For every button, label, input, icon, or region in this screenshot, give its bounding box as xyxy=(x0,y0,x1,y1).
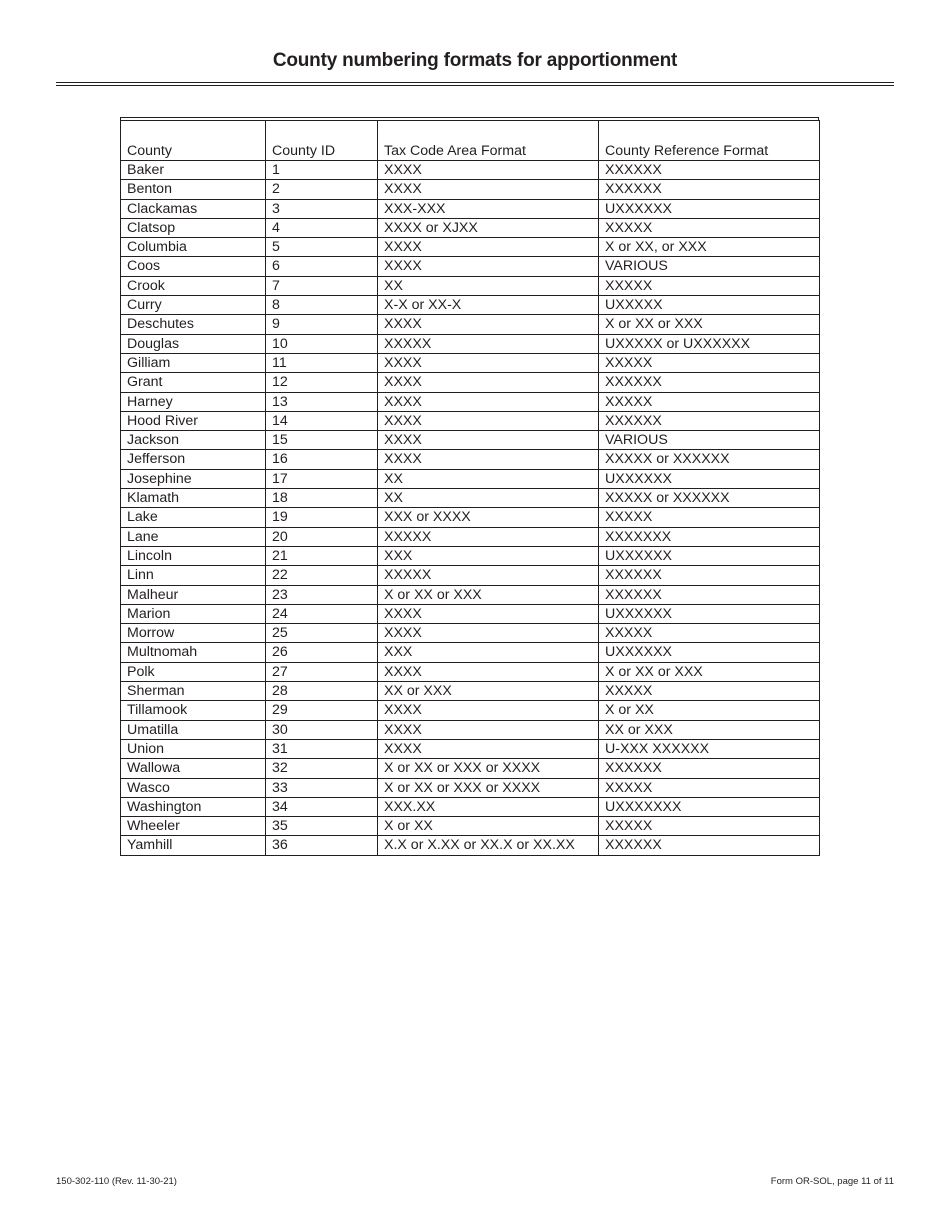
tax-code-area-format-cell: XX or XXX xyxy=(378,682,599,701)
tax-code-area-format-cell: XXXX xyxy=(378,624,599,643)
county-reference-format-cell: XXXXXX xyxy=(599,373,820,392)
county-reference-format-cell: X or XX or XXX xyxy=(599,662,820,681)
county-id-cell: 36 xyxy=(266,836,378,855)
tax-code-area-format-cell: XXXX xyxy=(378,431,599,450)
title-divider xyxy=(56,82,894,86)
county-cell: Wheeler xyxy=(121,817,266,836)
county-id-cell: 29 xyxy=(266,701,378,720)
tax-code-area-format-cell: XXXX xyxy=(378,373,599,392)
county-id-cell: 2 xyxy=(266,180,378,199)
county-cell: Curry xyxy=(121,296,266,315)
county-id-cell: 33 xyxy=(266,778,378,797)
tax-code-area-format-cell: XXXX xyxy=(378,315,599,334)
county-reference-format-cell: XXXXX or XXXXXX xyxy=(599,489,820,508)
table-row xyxy=(121,720,820,739)
table-row xyxy=(121,353,820,372)
county-cell: Crook xyxy=(121,276,266,295)
county-reference-format-cell: XXXXXX xyxy=(599,836,820,855)
county-reference-format-cell: XXXXXX xyxy=(599,566,820,585)
county-reference-format-cell: XXXXX xyxy=(599,508,820,527)
county-cell: Union xyxy=(121,739,266,758)
county-format-table xyxy=(120,120,820,856)
table-row xyxy=(121,527,820,546)
county-reference-format-cell: XXXXXX xyxy=(599,161,820,180)
table-row xyxy=(121,508,820,527)
county-reference-format-cell: UXXXXXX xyxy=(599,199,820,218)
tax-code-area-format-cell: XXXXX xyxy=(378,527,599,546)
tax-code-area-format-cell: XXX.XX xyxy=(378,797,599,816)
tax-code-area-format-cell: XXX xyxy=(378,643,599,662)
table-row xyxy=(121,797,820,816)
county-id-cell: 6 xyxy=(266,257,378,276)
county-id-cell: 21 xyxy=(266,546,378,565)
tax-code-area-format-cell: XXXX xyxy=(378,392,599,411)
table-row xyxy=(121,643,820,662)
county-reference-format-cell: XXXXXX xyxy=(599,180,820,199)
county-id-cell: 19 xyxy=(266,508,378,527)
table-row xyxy=(121,624,820,643)
county-id-cell: 27 xyxy=(266,662,378,681)
table-row xyxy=(121,778,820,797)
form-revision-footer: 150-302-110 (Rev. 11-30-21) xyxy=(56,1176,177,1187)
county-cell: Douglas xyxy=(121,334,266,353)
county-reference-format-cell: XXXXXX xyxy=(599,411,820,430)
tax-code-area-format-cell: XXXX xyxy=(378,662,599,681)
tax-code-area-format-cell: XXXX xyxy=(378,720,599,739)
county-cell: Lincoln xyxy=(121,546,266,565)
table-row xyxy=(121,817,820,836)
table-header-row xyxy=(121,121,820,161)
table-row xyxy=(121,276,820,295)
county-reference-format-cell: X or XX, or XXX xyxy=(599,238,820,257)
county-reference-format-cell: X or XX or XXX xyxy=(599,315,820,334)
tax-code-area-format-cell: XXX-XXX xyxy=(378,199,599,218)
county-cell: Lane xyxy=(121,527,266,546)
county-reference-format-cell: XXXXX xyxy=(599,682,820,701)
table-row xyxy=(121,373,820,392)
county-id-cell: 26 xyxy=(266,643,378,662)
table-row xyxy=(121,180,820,199)
table-row xyxy=(121,450,820,469)
county-id-cell: 28 xyxy=(266,682,378,701)
county-reference-format-cell: XXXXX or XXXXXX xyxy=(599,450,820,469)
county-cell: Wallowa xyxy=(121,759,266,778)
tax-code-area-format-cell: XXXX xyxy=(378,739,599,758)
table-row xyxy=(121,759,820,778)
table-row xyxy=(121,392,820,411)
tax-code-area-format-cell: X or XX or XXX or XXXX xyxy=(378,778,599,797)
tax-code-area-format-cell: X.X or X.XX or XX.X or XX.XX xyxy=(378,836,599,855)
county-reference-format-cell: XXXXXX xyxy=(599,759,820,778)
table-row xyxy=(121,161,820,180)
county-cell: Harney xyxy=(121,392,266,411)
county-cell: Jackson xyxy=(121,431,266,450)
county-id-cell: 13 xyxy=(266,392,378,411)
county-reference-format-cell: X or XX xyxy=(599,701,820,720)
county-reference-format-cell: XXXXX xyxy=(599,353,820,372)
county-id-cell: 10 xyxy=(266,334,378,353)
county-cell: Lake xyxy=(121,508,266,527)
county-id-cell: 35 xyxy=(266,817,378,836)
county-id-cell: 32 xyxy=(266,759,378,778)
county-reference-format-cell: XXXXX xyxy=(599,817,820,836)
county-format-table-container xyxy=(120,117,819,856)
county-reference-format-cell: UXXXXXX xyxy=(599,604,820,623)
table-row xyxy=(121,257,820,276)
tax-code-area-format-cell: XXXXX xyxy=(378,334,599,353)
table-row xyxy=(121,604,820,623)
tax-code-area-format-cell: XXXXX xyxy=(378,566,599,585)
table-row xyxy=(121,662,820,681)
table-body xyxy=(121,161,820,856)
county-cell: Deschutes xyxy=(121,315,266,334)
county-id-cell: 20 xyxy=(266,527,378,546)
column-header-county-reference-format: County Reference Format xyxy=(599,121,820,161)
table-row xyxy=(121,546,820,565)
county-id-cell: 31 xyxy=(266,739,378,758)
column-header-county: County xyxy=(121,121,266,161)
county-reference-format-cell: U-XXX XXXXXX xyxy=(599,739,820,758)
county-cell: Benton xyxy=(121,180,266,199)
county-reference-format-cell: XXXXX xyxy=(599,276,820,295)
tax-code-area-format-cell: XXXX xyxy=(378,411,599,430)
county-cell: Morrow xyxy=(121,624,266,643)
county-id-cell: 34 xyxy=(266,797,378,816)
county-cell: Grant xyxy=(121,373,266,392)
table-row xyxy=(121,334,820,353)
tax-code-area-format-cell: XXXX xyxy=(378,180,599,199)
table-row xyxy=(121,585,820,604)
tax-code-area-format-cell: XXXX or XJXX xyxy=(378,218,599,237)
county-cell: Wasco xyxy=(121,778,266,797)
county-id-cell: 15 xyxy=(266,431,378,450)
county-id-cell: 23 xyxy=(266,585,378,604)
county-cell: Sherman xyxy=(121,682,266,701)
tax-code-area-format-cell: XXXX xyxy=(378,604,599,623)
table-row xyxy=(121,739,820,758)
county-reference-format-cell: XXXXXXX xyxy=(599,527,820,546)
page-number-footer: Form OR-SOL, page 11 of 11 xyxy=(770,1176,894,1187)
county-reference-format-cell: XXXXXX xyxy=(599,585,820,604)
table-row xyxy=(121,836,820,855)
county-reference-format-cell: UXXXXXX xyxy=(599,469,820,488)
county-id-cell: 12 xyxy=(266,373,378,392)
county-id-cell: 5 xyxy=(266,238,378,257)
county-reference-format-cell: XXXXX xyxy=(599,624,820,643)
tax-code-area-format-cell: X or XX xyxy=(378,817,599,836)
county-reference-format-cell: UXXXXXX xyxy=(599,546,820,565)
tax-code-area-format-cell: XXXX xyxy=(378,701,599,720)
county-cell: Multnomah xyxy=(121,643,266,662)
county-cell: Gilliam xyxy=(121,353,266,372)
county-id-cell: 7 xyxy=(266,276,378,295)
table-row xyxy=(121,489,820,508)
tax-code-area-format-cell: XX xyxy=(378,469,599,488)
county-cell: Columbia xyxy=(121,238,266,257)
tax-code-area-format-cell: XXX xyxy=(378,546,599,565)
tax-code-area-format-cell: X-X or XX-X xyxy=(378,296,599,315)
county-id-cell: 11 xyxy=(266,353,378,372)
county-reference-format-cell: VARIOUS xyxy=(599,431,820,450)
county-id-cell: 3 xyxy=(266,199,378,218)
tax-code-area-format-cell: XXXX xyxy=(378,238,599,257)
county-id-cell: 24 xyxy=(266,604,378,623)
column-header-tax-code-area-format: Tax Code Area Format xyxy=(378,121,599,161)
table-row xyxy=(121,296,820,315)
county-cell: Josephine xyxy=(121,469,266,488)
county-cell: Clackamas xyxy=(121,199,266,218)
table-row xyxy=(121,701,820,720)
county-reference-format-cell: XXXXX xyxy=(599,218,820,237)
table-row xyxy=(121,411,820,430)
county-id-cell: 17 xyxy=(266,469,378,488)
county-reference-format-cell: UXXXXXX xyxy=(599,643,820,662)
county-cell: Washington xyxy=(121,797,266,816)
tax-code-area-format-cell: XXXX xyxy=(378,450,599,469)
county-reference-format-cell: VARIOUS xyxy=(599,257,820,276)
table-row xyxy=(121,218,820,237)
county-reference-format-cell: XXXXX xyxy=(599,392,820,411)
county-cell: Hood River xyxy=(121,411,266,430)
county-id-cell: 8 xyxy=(266,296,378,315)
tax-code-area-format-cell: XX xyxy=(378,489,599,508)
tax-code-area-format-cell: XX xyxy=(378,276,599,295)
table-row xyxy=(121,238,820,257)
table-row xyxy=(121,431,820,450)
column-header-county-id: County ID xyxy=(266,121,378,161)
county-id-cell: 9 xyxy=(266,315,378,334)
county-cell: Umatilla xyxy=(121,720,266,739)
county-cell: Marion xyxy=(121,604,266,623)
county-reference-format-cell: UXXXXX xyxy=(599,296,820,315)
county-id-cell: 30 xyxy=(266,720,378,739)
table-row xyxy=(121,199,820,218)
county-cell: Klamath xyxy=(121,489,266,508)
county-id-cell: 1 xyxy=(266,161,378,180)
tax-code-area-format-cell: XXX or XXXX xyxy=(378,508,599,527)
tax-code-area-format-cell: X or XX or XXX or XXXX xyxy=(378,759,599,778)
tax-code-area-format-cell: XXXX xyxy=(378,353,599,372)
county-id-cell: 4 xyxy=(266,218,378,237)
county-cell: Clatsop xyxy=(121,218,266,237)
county-reference-format-cell: XXXXX xyxy=(599,778,820,797)
county-cell: Linn xyxy=(121,566,266,585)
table-row xyxy=(121,566,820,585)
tax-code-area-format-cell: XXXX xyxy=(378,257,599,276)
county-id-cell: 14 xyxy=(266,411,378,430)
county-cell: Malheur xyxy=(121,585,266,604)
tax-code-area-format-cell: XXXX xyxy=(378,161,599,180)
county-cell: Polk xyxy=(121,662,266,681)
county-id-cell: 22 xyxy=(266,566,378,585)
table-row xyxy=(121,682,820,701)
table-row xyxy=(121,315,820,334)
county-cell: Coos xyxy=(121,257,266,276)
county-cell: Baker xyxy=(121,161,266,180)
page-title: County numbering formats for apportionment xyxy=(272,50,678,71)
tax-code-area-format-cell: X or XX or XXX xyxy=(378,585,599,604)
county-reference-format-cell: UXXXXX or UXXXXXX xyxy=(599,334,820,353)
county-cell: Yamhill xyxy=(121,836,266,855)
county-cell: Jefferson xyxy=(121,450,266,469)
county-id-cell: 25 xyxy=(266,624,378,643)
county-reference-format-cell: UXXXXXXX xyxy=(599,797,820,816)
table-row xyxy=(121,469,820,488)
county-id-cell: 16 xyxy=(266,450,378,469)
county-cell: Tillamook xyxy=(121,701,266,720)
county-id-cell: 18 xyxy=(266,489,378,508)
county-reference-format-cell: XX or XXX xyxy=(599,720,820,739)
